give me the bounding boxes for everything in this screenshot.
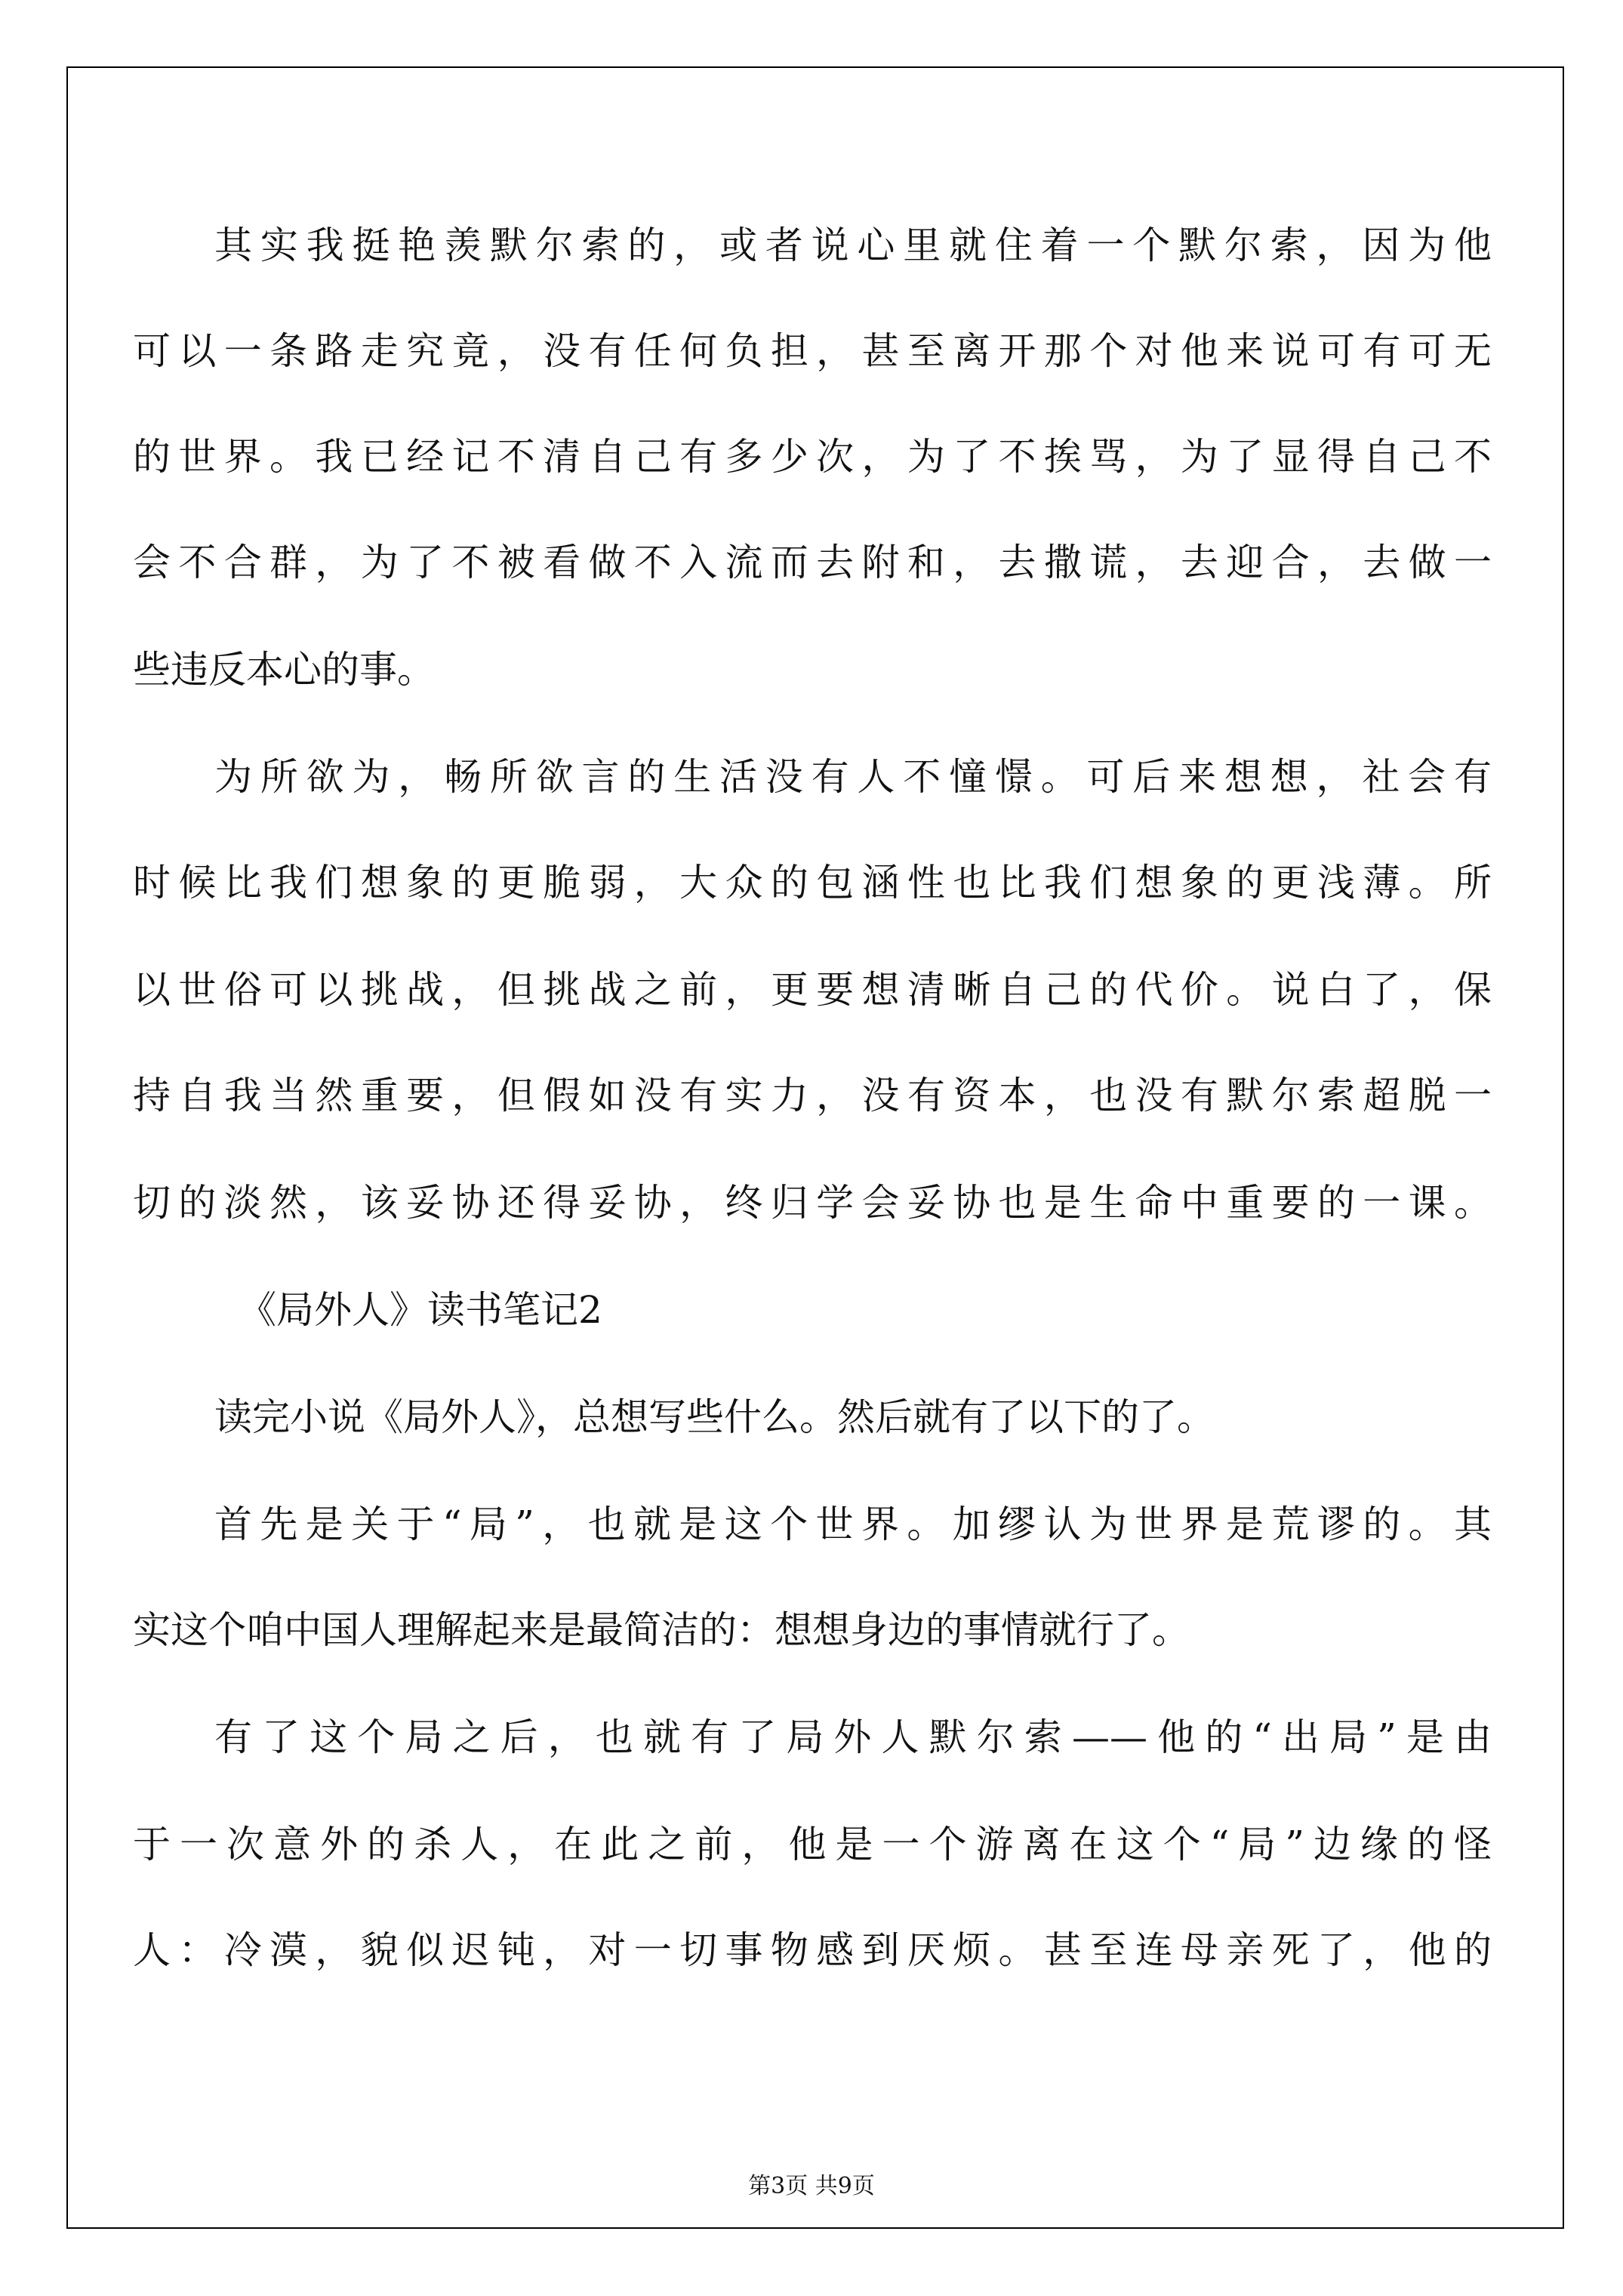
paragraph-4-line-1: 首先是关于“局”，也就是这个世界。加缪认为世界是荒谬的。其 — [214, 1502, 1492, 1546]
paragraph-2-line-2: 时候比我们想象的更脆弱，大众的包涵性也比我们想象的更浅薄。所 — [133, 861, 1492, 905]
paragraph-5-line-3: 人：冷漠，貌似迟钝，对一切事物感到厌烦。甚至连母亲死了，他的 — [133, 1928, 1492, 1972]
paragraph-5-line-2: 于一次意外的杀人，在此之前，他是一个游离在这个“局”边缘的怪 — [133, 1823, 1492, 1866]
page-border — [66, 66, 1564, 2229]
paragraph-2-line-1: 为所欲为，畅所欲言的生活没有人不憧憬。可后来想想，社会有 — [214, 755, 1492, 799]
paragraph-1-line-1: 其实我挺艳羡默尔索的，或者说心里就住着一个默尔索，因为他 — [214, 223, 1492, 267]
paragraph-1-line-3: 的世界。我已经记不清自己有多少次，为了不挨骂，为了显得自己不 — [133, 435, 1492, 479]
paragraph-4-line-2: 实这个咱中国人理解起来是最简洁的：想想身边的事情就行了。 — [133, 1608, 1190, 1652]
paragraph-1-line-2: 可以一条路走究竟，没有任何负担，甚至离开那个对他来说可有可无 — [133, 329, 1492, 373]
paragraph-2-line-4: 持自我当然重要，但假如没有实力，没有资本，也没有默尔索超脱一 — [133, 1074, 1492, 1117]
paragraph-2-line-3: 以世俗可以挑战，但挑战之前，更要想清晰自己的代价。说白了，保 — [133, 968, 1492, 1012]
page-number-footer: 第3页 共9页 — [748, 2173, 875, 2199]
paragraph-3-line-1: 读完小说《局外人》，总想写些什么。然后就有了以下的了。 — [214, 1395, 1215, 1439]
paragraph-5-line-1: 有了这个局之后，也就有了局外人默尔索——他的“出局”是由 — [214, 1715, 1492, 1759]
paragraph-1-line-5: 些违反本心的事。 — [133, 648, 435, 692]
section-heading: 《局外人》读书笔记2 — [239, 1288, 602, 1332]
paragraph-2-line-5: 切的淡然，该妥协还得妥协，终归学会妥协也是生命中重要的一课。 — [133, 1181, 1492, 1225]
paragraph-1-line-4: 会不合群，为了不被看做不入流而去附和，去撒谎，去迎合，去做一 — [133, 541, 1492, 584]
